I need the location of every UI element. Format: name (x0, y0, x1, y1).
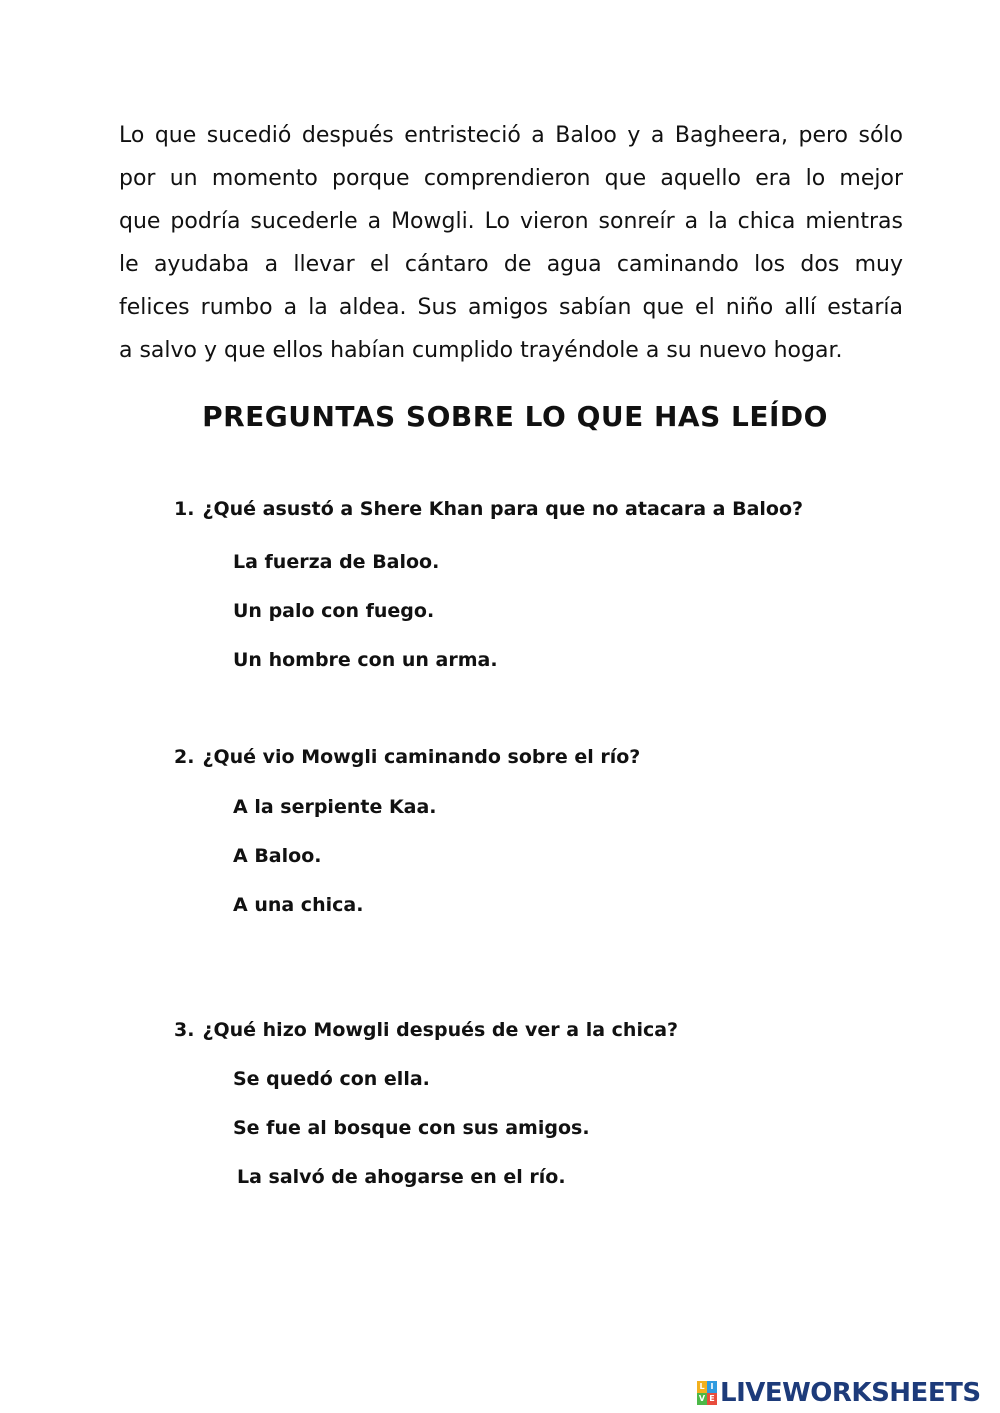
question-3 (174, 1019, 678, 1041)
question-number: 2. (174, 746, 195, 768)
question-text: ¿Qué asustó a Shere Khan para que no atacara a Baloo? (202, 498, 804, 520)
question-2 (174, 746, 640, 768)
liveworksheets-logo-icon (697, 1381, 717, 1405)
story-line: Lo que sucedió después entristeció a Baloo y a Bagheera, pero sólo (119, 123, 903, 148)
logo-block-icon: I (707, 1381, 717, 1393)
question-text: ¿Qué hizo Mowgli después de ver a la chica? (202, 1019, 679, 1041)
story-line: le ayudaba a llevar el cántaro de agua caminando los dos muy (119, 252, 903, 277)
story-line: que podría sucederle a Mowgli. Lo vieron sonreír a la chica mientras (119, 209, 903, 234)
answer-option-1a[interactable]: La fuerza de Baloo. (233, 551, 440, 573)
answer-option-3b[interactable]: Se fue al bosque con sus amigos. (233, 1117, 590, 1139)
answer-option-3c[interactable]: La salvó de ahogarse en el río. (237, 1166, 566, 1188)
answer-option-3a[interactable]: Se quedó con ella. (233, 1068, 430, 1090)
answer-option-1c[interactable]: Un hombre con un arma. (233, 649, 498, 671)
question-1 (174, 498, 803, 520)
story-line: a salvo y que ellos habían cumplido trayéndole a su nuevo hogar. (119, 338, 843, 363)
question-text: ¿Qué vio Mowgli caminando sobre el río? (202, 746, 641, 768)
answer-option-2b[interactable]: A Baloo. (233, 845, 322, 867)
story-line: felices rumbo a la aldea. Sus amigos sabían que el niño allí estaría (119, 295, 903, 320)
story-line: por un momento porque comprendieron que aquello era lo mejor (119, 166, 903, 191)
question-number: 3. (174, 1019, 195, 1041)
logo-block-icon: V (698, 1394, 706, 1403)
logo-block-icon: E (707, 1393, 717, 1405)
answer-option-1b[interactable]: Un palo con fuego. (233, 600, 435, 622)
story-paragraph (119, 114, 903, 372)
liveworksheets-logo (697, 1378, 981, 1408)
answer-option-2a[interactable]: A la serpiente Kaa. (233, 796, 437, 818)
question-number: 1. (174, 498, 195, 520)
questions-title: PREGUNTAS SOBRE LO QUE HAS LEÍDO (202, 400, 828, 433)
brand-name: LIVEWORKSHEETS (720, 1378, 981, 1408)
answer-option-2c[interactable]: A una chica. (233, 894, 364, 916)
logo-block-icon: L (697, 1381, 707, 1393)
